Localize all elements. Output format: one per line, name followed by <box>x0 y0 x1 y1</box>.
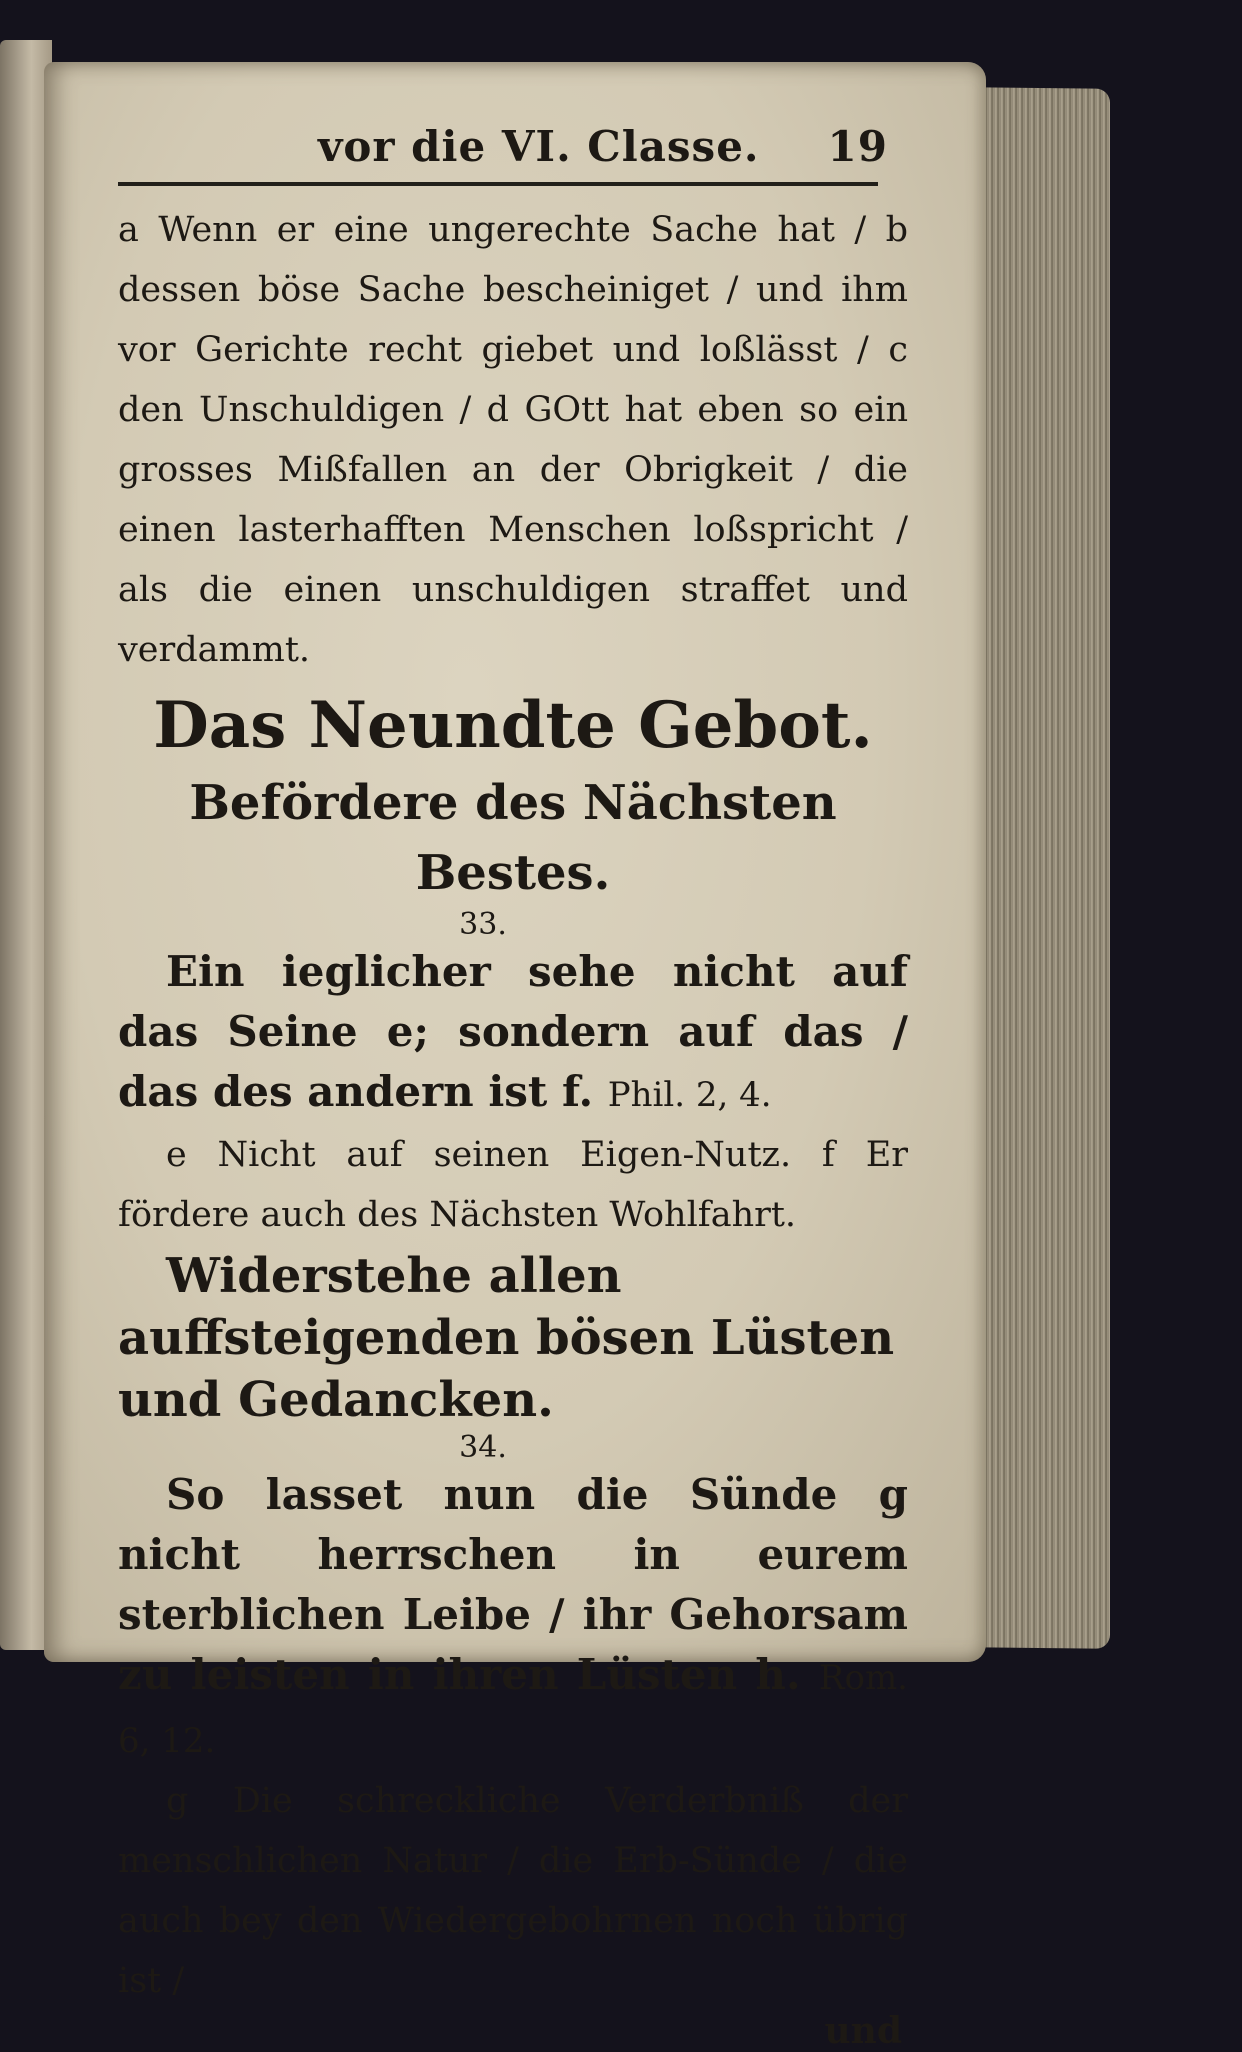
subheading-lusts: Widerstehe allen auffsteigenden bösen Lüsten und Gedancken. <box>118 1248 895 1428</box>
verse-33 <box>118 942 908 1125</box>
page-content <box>118 118 908 2051</box>
verse-34 <box>118 1465 908 1771</box>
header-rule <box>118 182 878 186</box>
verse-33-reference: Phil. 2, 4. <box>607 1075 772 1115</box>
footnote-e-f: e Nicht auf seinen Eigen-Nutz. f Er fördere auch des Nächsten Wohlfahrt. <box>118 1135 908 1235</box>
verse-34-reference: Rom. 6, 12. <box>118 1658 908 1761</box>
verse-number-34: 34. <box>459 1430 507 1465</box>
running-title: vor die VI. Classe. <box>318 122 760 171</box>
subheading-neighbour: Befördere des Nächsten Bestes. <box>189 775 837 901</box>
verse-34-text: So lasset nun die Sünde g nicht herrschen in eurem sterblichen Leibe / ihr Gehorsam zu leisten in ihren Lüsten h. <box>118 1470 908 1699</box>
page-block-edges <box>970 87 1110 1648</box>
catchword: und <box>824 2010 902 2052</box>
footnote-g: g Die schreckliche Verderbniß der menschlichen Natur / die Erb-Sünde / die auch bey den Wiedergebohrnen noch übrig ist / <box>118 1781 908 2001</box>
footnote-a-d: a Wenn er eine ungerechte Sache hat / b dessen böse Sache bescheiniget / und ihm vor Gerichte recht giebet und loßlässt / c den Unschuldigen / d GOtt hat eben so ein grosses Mißfallen an der Obrigkeit / die einen lasterhafften Menschen loßspricht / als die einen unschuldigen straffet und verdammt. <box>118 210 908 670</box>
commandment-heading: Das Neundte Gebot. <box>153 688 873 763</box>
page-header <box>118 118 908 174</box>
page-number: 19 <box>827 122 888 171</box>
verse-number-33: 33. <box>459 907 507 942</box>
verse-33-text: Ein ieglicher sehe nicht auf das Seine e; sondern auf das / das des andern ist f. <box>118 947 908 1116</box>
